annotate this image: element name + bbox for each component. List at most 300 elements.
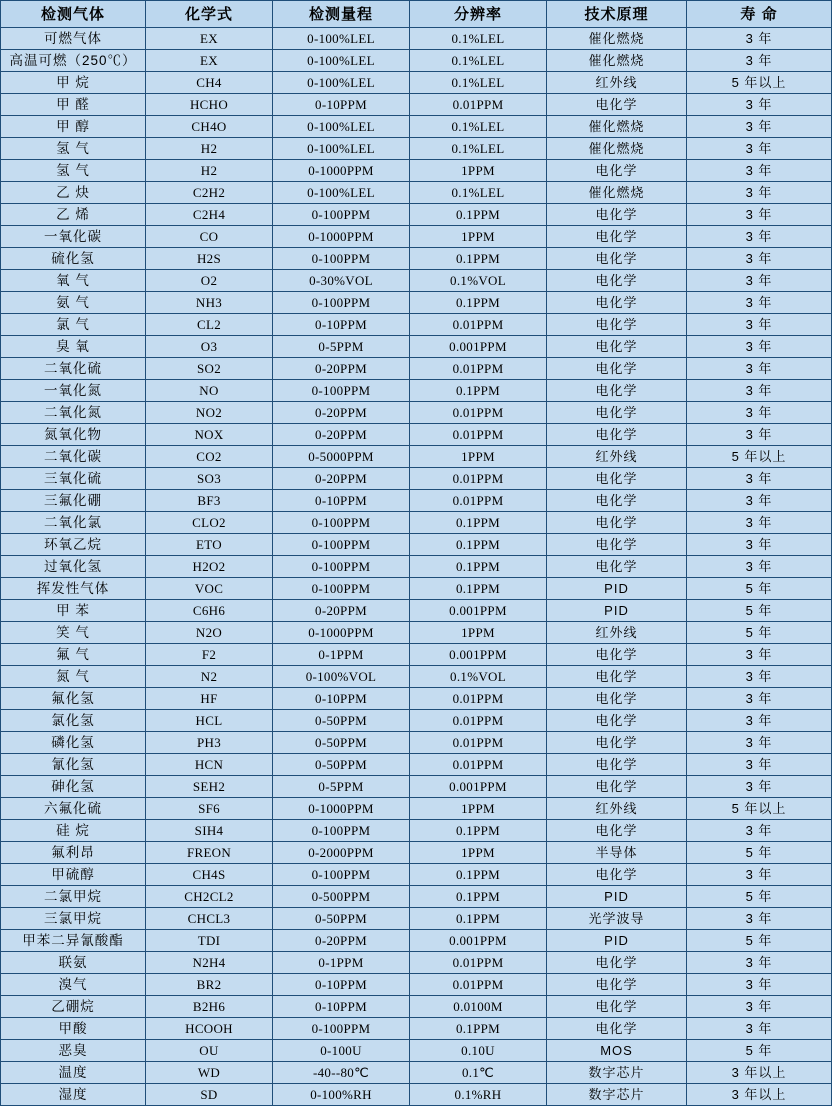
- cell-formula: SEH2: [146, 776, 273, 798]
- cell-principle: 电化学: [547, 402, 687, 424]
- cell-range: 0-100%LEL: [273, 116, 410, 138]
- cell-range: 0-100PPM: [273, 534, 410, 556]
- cell-gas: 甲 苯: [1, 600, 146, 622]
- table-row: [1, 952, 832, 974]
- table-row: [1, 424, 832, 446]
- cell-formula: CH4O: [146, 116, 273, 138]
- table-row: [1, 204, 832, 226]
- table-row: [1, 1018, 832, 1040]
- cell-life: 3 年: [687, 864, 832, 886]
- cell-resolution: 1PPM: [410, 446, 547, 468]
- cell-resolution: 0.001PPM: [410, 336, 547, 358]
- cell-principle: 电化学: [547, 248, 687, 270]
- table-row: [1, 600, 832, 622]
- cell-formula: NO: [146, 380, 273, 402]
- cell-principle: 电化学: [547, 204, 687, 226]
- cell-resolution: 1PPM: [410, 160, 547, 182]
- cell-formula: EX: [146, 50, 273, 72]
- table-row: [1, 556, 832, 578]
- table-row: [1, 468, 832, 490]
- cell-principle: 电化学: [547, 534, 687, 556]
- cell-life: 3 年: [687, 666, 832, 688]
- cell-resolution: 0.01PPM: [410, 754, 547, 776]
- cell-range: 0-500PPM: [273, 886, 410, 908]
- cell-gas: 乙 烯: [1, 204, 146, 226]
- cell-formula: O2: [146, 270, 273, 292]
- cell-formula: H2O2: [146, 556, 273, 578]
- cell-range: -40--80℃: [273, 1062, 410, 1084]
- cell-life: 5 年以上: [687, 72, 832, 94]
- cell-formula: C2H4: [146, 204, 273, 226]
- cell-formula: CLO2: [146, 512, 273, 534]
- cell-gas: 氧 气: [1, 270, 146, 292]
- cell-life: 3 年: [687, 28, 832, 50]
- cell-life: 3 年: [687, 226, 832, 248]
- cell-principle: 电化学: [547, 732, 687, 754]
- cell-life: 3 年: [687, 336, 832, 358]
- cell-range: 0-50PPM: [273, 908, 410, 930]
- cell-formula: CO2: [146, 446, 273, 468]
- cell-principle: 电化学: [547, 160, 687, 182]
- cell-life: 3 年以上: [687, 1084, 832, 1106]
- cell-formula: TDI: [146, 930, 273, 952]
- cell-life: 3 年: [687, 50, 832, 72]
- cell-life: 3 年: [687, 402, 832, 424]
- cell-gas: 二氧化碳: [1, 446, 146, 468]
- cell-principle: 电化学: [547, 666, 687, 688]
- cell-resolution: 0.001PPM: [410, 600, 547, 622]
- cell-resolution: 0.1PPM: [410, 886, 547, 908]
- cell-range: 0-5PPM: [273, 776, 410, 798]
- cell-range: 0-1000PPM: [273, 622, 410, 644]
- cell-principle: PID: [547, 578, 687, 600]
- cell-life: 3 年: [687, 248, 832, 270]
- cell-life: 3 年: [687, 952, 832, 974]
- cell-range: 0-1000PPM: [273, 226, 410, 248]
- cell-resolution: 0.1PPM: [410, 578, 547, 600]
- cell-resolution: 0.1PPM: [410, 556, 547, 578]
- cell-resolution: 0.1PPM: [410, 248, 547, 270]
- cell-life: 3 年: [687, 754, 832, 776]
- cell-life: 3 年: [687, 710, 832, 732]
- cell-resolution: 0.001PPM: [410, 776, 547, 798]
- cell-life: 3 年: [687, 688, 832, 710]
- cell-gas: 溴气: [1, 974, 146, 996]
- cell-gas: 甲硫醇: [1, 864, 146, 886]
- cell-resolution: 0.1PPM: [410, 908, 547, 930]
- cell-formula: SO3: [146, 468, 273, 490]
- cell-resolution: 0.1PPM: [410, 204, 547, 226]
- cell-principle: 电化学: [547, 710, 687, 732]
- cell-life: 3 年: [687, 776, 832, 798]
- cell-formula: HCL: [146, 710, 273, 732]
- cell-life: 3 年: [687, 732, 832, 754]
- cell-principle: 电化学: [547, 424, 687, 446]
- cell-resolution: 0.1%LEL: [410, 28, 547, 50]
- cell-life: 3 年以上: [687, 1062, 832, 1084]
- cell-resolution: 0.1℃: [410, 1062, 547, 1084]
- cell-principle: 电化学: [547, 974, 687, 996]
- cell-principle: 电化学: [547, 820, 687, 842]
- table-row: [1, 1040, 832, 1062]
- cell-range: 0-10PPM: [273, 688, 410, 710]
- cell-gas: 挥发性气体: [1, 578, 146, 600]
- table-row: [1, 270, 832, 292]
- cell-principle: 电化学: [547, 864, 687, 886]
- cell-life: 5 年以上: [687, 446, 832, 468]
- cell-life: 5 年: [687, 930, 832, 952]
- cell-range: 0-100PPM: [273, 248, 410, 270]
- cell-resolution: 0.01PPM: [410, 710, 547, 732]
- cell-life: 3 年: [687, 314, 832, 336]
- cell-formula: BF3: [146, 490, 273, 512]
- cell-formula: B2H6: [146, 996, 273, 1018]
- cell-life: 3 年: [687, 512, 832, 534]
- cell-formula: BR2: [146, 974, 273, 996]
- cell-principle: 电化学: [547, 292, 687, 314]
- cell-resolution: 0.1PPM: [410, 864, 547, 886]
- cell-life: 3 年: [687, 270, 832, 292]
- cell-gas: 一氧化碳: [1, 226, 146, 248]
- cell-resolution: 0.01PPM: [410, 358, 547, 380]
- cell-life: 5 年: [687, 600, 832, 622]
- cell-range: 0-50PPM: [273, 732, 410, 754]
- cell-principle: 数字芯片: [547, 1084, 687, 1106]
- cell-formula: SD: [146, 1084, 273, 1106]
- cell-gas: 二氧化氮: [1, 402, 146, 424]
- cell-gas: 乙 炔: [1, 182, 146, 204]
- cell-gas: 恶臭: [1, 1040, 146, 1062]
- cell-range: 0-20PPM: [273, 358, 410, 380]
- cell-principle: 催化燃烧: [547, 138, 687, 160]
- cell-life: 3 年: [687, 996, 832, 1018]
- cell-resolution: 0.01PPM: [410, 468, 547, 490]
- cell-gas: 硫化氢: [1, 248, 146, 270]
- cell-life: 5 年以上: [687, 798, 832, 820]
- cell-resolution: 1PPM: [410, 226, 547, 248]
- cell-principle: 电化学: [547, 1018, 687, 1040]
- cell-formula: C6H6: [146, 600, 273, 622]
- cell-formula: NO2: [146, 402, 273, 424]
- cell-resolution: 0.1PPM: [410, 292, 547, 314]
- column-header-gas: 检测气体: [1, 1, 146, 28]
- cell-life: 3 年: [687, 116, 832, 138]
- cell-gas: 可燃气体: [1, 28, 146, 50]
- cell-principle: 电化学: [547, 226, 687, 248]
- cell-range: 0-20PPM: [273, 600, 410, 622]
- cell-gas: 硅 烷: [1, 820, 146, 842]
- cell-resolution: 0.1PPM: [410, 380, 547, 402]
- column-header-resolution: 分辨率: [410, 1, 547, 28]
- cell-resolution: 0.1%LEL: [410, 50, 547, 72]
- cell-range: 0-1000PPM: [273, 798, 410, 820]
- cell-range: 0-10PPM: [273, 94, 410, 116]
- cell-gas: 氟化氢: [1, 688, 146, 710]
- cell-principle: 电化学: [547, 380, 687, 402]
- table-row: [1, 864, 832, 886]
- cell-gas: 氮 气: [1, 666, 146, 688]
- cell-gas: 甲 醇: [1, 116, 146, 138]
- cell-principle: 电化学: [547, 314, 687, 336]
- cell-range: 0-100PPM: [273, 204, 410, 226]
- cell-gas: 甲苯二异氰酸酯: [1, 930, 146, 952]
- cell-life: 3 年: [687, 424, 832, 446]
- cell-range: 0-100PPM: [273, 292, 410, 314]
- cell-gas: 氯 气: [1, 314, 146, 336]
- table-row: [1, 1062, 832, 1084]
- cell-principle: 电化学: [547, 688, 687, 710]
- cell-resolution: 0.01PPM: [410, 424, 547, 446]
- cell-range: 0-50PPM: [273, 710, 410, 732]
- cell-resolution: 0.01PPM: [410, 94, 547, 116]
- cell-range: 0-100%LEL: [273, 72, 410, 94]
- cell-resolution: 0.01PPM: [410, 490, 547, 512]
- table-row: [1, 512, 832, 534]
- cell-resolution: 0.1%LEL: [410, 182, 547, 204]
- cell-formula: HCN: [146, 754, 273, 776]
- cell-range: 0-1PPM: [273, 644, 410, 666]
- table-row: [1, 666, 832, 688]
- table-row: [1, 534, 832, 556]
- table-row: [1, 116, 832, 138]
- cell-resolution: 0.01PPM: [410, 952, 547, 974]
- cell-gas: 砷化氢: [1, 776, 146, 798]
- table-row: [1, 50, 832, 72]
- cell-gas: 二氧化氯: [1, 512, 146, 534]
- cell-gas: 甲 醛: [1, 94, 146, 116]
- cell-gas: 高温可燃（250℃）: [1, 50, 146, 72]
- cell-formula: HF: [146, 688, 273, 710]
- cell-gas: 氯化氢: [1, 710, 146, 732]
- cell-formula: HCHO: [146, 94, 273, 116]
- table-row: [1, 380, 832, 402]
- cell-range: 0-10PPM: [273, 314, 410, 336]
- cell-resolution: 0.10U: [410, 1040, 547, 1062]
- cell-resolution: 0.01PPM: [410, 402, 547, 424]
- cell-range: 0-5000PPM: [273, 446, 410, 468]
- cell-formula: SF6: [146, 798, 273, 820]
- cell-gas: 氰化氢: [1, 754, 146, 776]
- table-row: [1, 72, 832, 94]
- column-header-range: 检测量程: [273, 1, 410, 28]
- cell-life: 3 年: [687, 490, 832, 512]
- cell-resolution: 0.01PPM: [410, 732, 547, 754]
- cell-resolution: 1PPM: [410, 622, 547, 644]
- cell-range: 0-1000PPM: [273, 160, 410, 182]
- cell-resolution: 0.001PPM: [410, 644, 547, 666]
- cell-principle: 光学波导: [547, 908, 687, 930]
- cell-range: 0-100PPM: [273, 512, 410, 534]
- cell-range: 0-100U: [273, 1040, 410, 1062]
- cell-principle: 催化燃烧: [547, 28, 687, 50]
- cell-range: 0-5PPM: [273, 336, 410, 358]
- cell-range: 0-100PPM: [273, 556, 410, 578]
- cell-formula: VOC: [146, 578, 273, 600]
- cell-formula: HCOOH: [146, 1018, 273, 1040]
- table-row: [1, 886, 832, 908]
- table-row: [1, 358, 832, 380]
- cell-principle: 电化学: [547, 776, 687, 798]
- cell-gas: 三氟化硼: [1, 490, 146, 512]
- cell-range: 0-10PPM: [273, 490, 410, 512]
- cell-life: 5 年: [687, 1040, 832, 1062]
- cell-gas: 臭 氧: [1, 336, 146, 358]
- cell-life: 3 年: [687, 380, 832, 402]
- table-row: [1, 974, 832, 996]
- table-row: [1, 710, 832, 732]
- cell-life: 3 年: [687, 138, 832, 160]
- cell-formula: CHCL3: [146, 908, 273, 930]
- cell-principle: 电化学: [547, 996, 687, 1018]
- cell-gas: 氟利昂: [1, 842, 146, 864]
- cell-life: 3 年: [687, 974, 832, 996]
- cell-range: 0-1PPM: [273, 952, 410, 974]
- cell-principle: 电化学: [547, 952, 687, 974]
- cell-principle: 数字芯片: [547, 1062, 687, 1084]
- cell-formula: FREON: [146, 842, 273, 864]
- cell-resolution: 0.1PPM: [410, 512, 547, 534]
- cell-formula: CH4: [146, 72, 273, 94]
- cell-principle: 红外线: [547, 446, 687, 468]
- cell-range: 0-100PPM: [273, 380, 410, 402]
- cell-range: 0-100%LEL: [273, 28, 410, 50]
- cell-life: 3 年: [687, 1018, 832, 1040]
- cell-formula: WD: [146, 1062, 273, 1084]
- cell-formula: NH3: [146, 292, 273, 314]
- cell-gas: 磷化氢: [1, 732, 146, 754]
- cell-gas: 一氧化氮: [1, 380, 146, 402]
- cell-formula: C2H2: [146, 182, 273, 204]
- cell-formula: NOX: [146, 424, 273, 446]
- cell-principle: 催化燃烧: [547, 50, 687, 72]
- cell-principle: 电化学: [547, 754, 687, 776]
- cell-life: 3 年: [687, 204, 832, 226]
- cell-range: 0-100%VOL: [273, 666, 410, 688]
- cell-formula: EX: [146, 28, 273, 50]
- cell-principle: PID: [547, 886, 687, 908]
- cell-life: 3 年: [687, 94, 832, 116]
- cell-principle: 电化学: [547, 468, 687, 490]
- cell-range: 0-20PPM: [273, 930, 410, 952]
- cell-principle: 催化燃烧: [547, 116, 687, 138]
- cell-range: 0-100PPM: [273, 578, 410, 600]
- table-row: [1, 402, 832, 424]
- cell-formula: N2O: [146, 622, 273, 644]
- cell-principle: 红外线: [547, 798, 687, 820]
- cell-resolution: 1PPM: [410, 798, 547, 820]
- cell-resolution: 0.1PPM: [410, 820, 547, 842]
- cell-principle: 电化学: [547, 94, 687, 116]
- cell-resolution: 0.1PPM: [410, 1018, 547, 1040]
- cell-resolution: 0.1%LEL: [410, 72, 547, 94]
- table-row: [1, 292, 832, 314]
- cell-gas: 二氯甲烷: [1, 886, 146, 908]
- cell-range: 0-100PPM: [273, 1018, 410, 1040]
- cell-resolution: 0.1%RH: [410, 1084, 547, 1106]
- cell-formula: CO: [146, 226, 273, 248]
- cell-life: 5 年: [687, 622, 832, 644]
- cell-gas: 过氧化氢: [1, 556, 146, 578]
- cell-range: 0-50PPM: [273, 754, 410, 776]
- cell-resolution: 1PPM: [410, 842, 547, 864]
- cell-range: 0-10PPM: [273, 974, 410, 996]
- cell-gas: 三氧化硫: [1, 468, 146, 490]
- cell-resolution: 0.01PPM: [410, 974, 547, 996]
- cell-gas: 氟 气: [1, 644, 146, 666]
- cell-formula: PH3: [146, 732, 273, 754]
- table-row: [1, 138, 832, 160]
- cell-formula: H2: [146, 138, 273, 160]
- table-row: [1, 160, 832, 182]
- cell-formula: OU: [146, 1040, 273, 1062]
- cell-range: 0-10PPM: [273, 996, 410, 1018]
- cell-gas: 温度: [1, 1062, 146, 1084]
- table-row: [1, 798, 832, 820]
- cell-formula: CH2CL2: [146, 886, 273, 908]
- table-row: [1, 688, 832, 710]
- cell-principle: 红外线: [547, 72, 687, 94]
- cell-principle: PID: [547, 600, 687, 622]
- table-row: [1, 622, 832, 644]
- table-row: [1, 930, 832, 952]
- cell-range: 0-2000PPM: [273, 842, 410, 864]
- table-row: [1, 314, 832, 336]
- cell-resolution: 0.1%LEL: [410, 138, 547, 160]
- cell-principle: 催化燃烧: [547, 182, 687, 204]
- table-row: [1, 578, 832, 600]
- table-header-row: [1, 1, 832, 28]
- cell-formula: O3: [146, 336, 273, 358]
- cell-principle: 电化学: [547, 644, 687, 666]
- cell-gas: 湿度: [1, 1084, 146, 1106]
- column-header-principle: 技术原理: [547, 1, 687, 28]
- cell-range: 0-100%LEL: [273, 50, 410, 72]
- table-row: [1, 336, 832, 358]
- cell-formula: SIH4: [146, 820, 273, 842]
- cell-formula: CL2: [146, 314, 273, 336]
- cell-resolution: 0.001PPM: [410, 930, 547, 952]
- table-row: [1, 248, 832, 270]
- cell-principle: 电化学: [547, 556, 687, 578]
- cell-life: 3 年: [687, 160, 832, 182]
- cell-principle: 电化学: [547, 336, 687, 358]
- cell-principle: 电化学: [547, 270, 687, 292]
- cell-resolution: 0.0100M: [410, 996, 547, 1018]
- cell-range: 0-20PPM: [273, 424, 410, 446]
- cell-life: 3 年: [687, 468, 832, 490]
- cell-range: 0-20PPM: [273, 402, 410, 424]
- table-row: [1, 754, 832, 776]
- cell-range: 0-100PPM: [273, 820, 410, 842]
- table-row: [1, 996, 832, 1018]
- cell-range: 0-20PPM: [273, 468, 410, 490]
- cell-gas: 甲 烷: [1, 72, 146, 94]
- cell-range: 0-30%VOL: [273, 270, 410, 292]
- cell-life: 5 年: [687, 842, 832, 864]
- table-header: [1, 1, 832, 28]
- cell-principle: 电化学: [547, 358, 687, 380]
- table-row: [1, 28, 832, 50]
- cell-gas: 氮氧化物: [1, 424, 146, 446]
- cell-gas: 环氧乙烷: [1, 534, 146, 556]
- cell-life: 3 年: [687, 908, 832, 930]
- cell-resolution: 0.1%LEL: [410, 116, 547, 138]
- table-row: [1, 226, 832, 248]
- cell-gas: 氢 气: [1, 138, 146, 160]
- cell-life: 5 年: [687, 578, 832, 600]
- cell-life: 3 年: [687, 358, 832, 380]
- cell-gas: 联氨: [1, 952, 146, 974]
